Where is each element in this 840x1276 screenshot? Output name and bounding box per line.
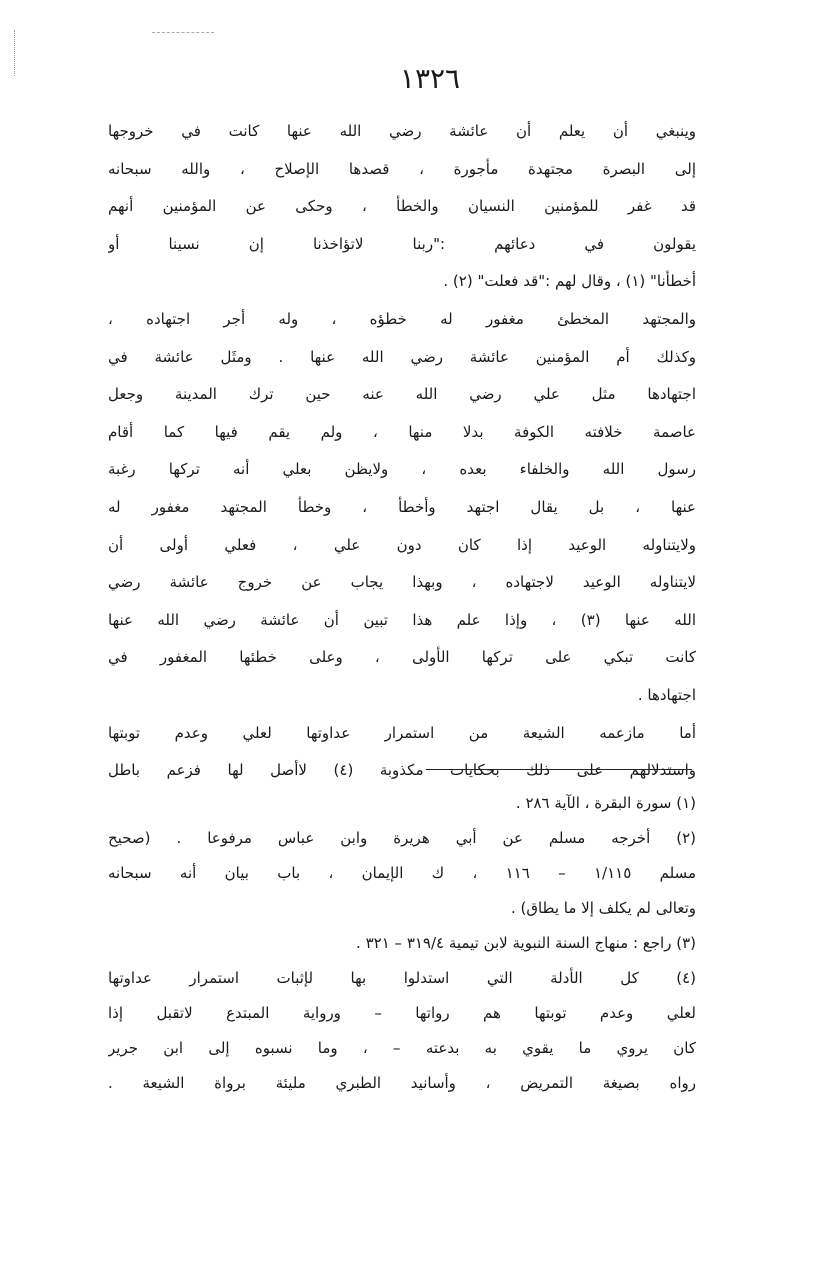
margin-dots bbox=[14, 30, 17, 76]
footnote-line: رواه بصيغة التمريض ، وأسانيد الطبري مليئة برواة الشيعة . bbox=[108, 1074, 696, 1092]
body-line: ولايتناوله الوعيد إذا كان دون علي ، فعلي أولى أن bbox=[108, 535, 696, 554]
body-line: لايتناوله الوعيد لاجتهاده ، وبهذا يجاب عن خروج عائشة رضي bbox=[108, 573, 696, 592]
footnote-line: (٣) راجع : منهاج السنة النبوية لابن تيمية ٣١٩/٤ – ٣٢١ . bbox=[356, 934, 696, 952]
body-line: قد غفر للمؤمنين النسيان والخطأ ، وحكى عن المؤمنين أنهم bbox=[108, 197, 696, 216]
body-line: كانت تبكي على تركها الأولى ، وعلى خطئها المغفور في bbox=[108, 648, 696, 667]
body-line: اجتهادها . bbox=[637, 685, 696, 704]
body-line: وينبغي أن يعلم أن عائشة رضي الله عنها كانت في خروجها bbox=[108, 122, 696, 140]
body-line: وكذلك أم المؤمنين عائشة رضي الله عنها . ومثَل عائشة في bbox=[108, 347, 696, 366]
footnote-line: لعلي وعدم توبتها هم رواتها – ورواية المبتدع لاتقبل إذا bbox=[108, 1004, 696, 1022]
footnote-line: مسلم ١/١١٥ – ١١٦ ، ك الإيمان ، باب بيان أنه سبحانه bbox=[108, 864, 696, 882]
footnote-line: كان يروي ما يقوي به بدعته – ، وما نسبوه إلى ابن جرير bbox=[108, 1039, 696, 1057]
footnote-line: (١) سورة البقرة ، الآية ٢٨٦ . bbox=[515, 794, 696, 812]
page-number: ١٣٢٦ bbox=[399, 62, 461, 95]
body-text bbox=[108, 113, 696, 790]
body-line: والمجتهد المخطئ مغفور له خطؤه ، وله أجر اجتهاده ، bbox=[108, 309, 696, 328]
body-line: إلى البصرة مجتهدة مأجورة ، قصدها الإصلاح ، والله سبحانه bbox=[108, 159, 696, 178]
body-line: عنها ، بل يقال اجتهد وأخطأ ، وخطأ المجتهد مغفور له bbox=[108, 497, 696, 516]
body-line: الله عنها (٣) ، وإذا علم هذا تبين أن عائشة رضي الله عنها bbox=[108, 610, 696, 629]
footnote-line: وتعالى لم يكلف إلا ما يطاق) . bbox=[510, 899, 696, 917]
footnote-line: (٢) أخرجه مسلم عن أبي هريرة وابن عباس مرفوعا . (صحيح bbox=[108, 829, 696, 847]
body-line: رسول الله والخلفاء بعده ، ولايظن بعلي أنه تركها رغبة bbox=[108, 460, 696, 479]
top-scan-mark bbox=[152, 32, 214, 33]
body-line: عاصمة خلافته الكوفة بدلا منها ، ولم يقم فيها كما أقام bbox=[108, 422, 696, 441]
body-line: أما مازعمه الشيعة من استمرار عداوتها لعلي وعدم توبتها bbox=[108, 723, 696, 742]
body-line: يقولون في دعائهم :"ربنا لاتؤاخذنا إن نسينا أو bbox=[108, 234, 696, 253]
footnotes bbox=[108, 786, 696, 1101]
footnote-separator bbox=[426, 769, 692, 770]
body-line: واستدلالهم على ذلك بحكايات مكذوبة (٤) لاأصل لها فزعم باطل bbox=[108, 761, 696, 780]
body-line: اجتهادها مثل علي رضي الله عنه حين ترك المدينة وجعل bbox=[108, 385, 696, 404]
body-line: أخطأنا" (١) ، وقال لهم :"قد فعلت" (٢) . bbox=[443, 272, 696, 291]
footnote-line: (٤) كل الأدلة التي استدلوا بها لإثبات استمرار عداوتها bbox=[108, 969, 696, 987]
